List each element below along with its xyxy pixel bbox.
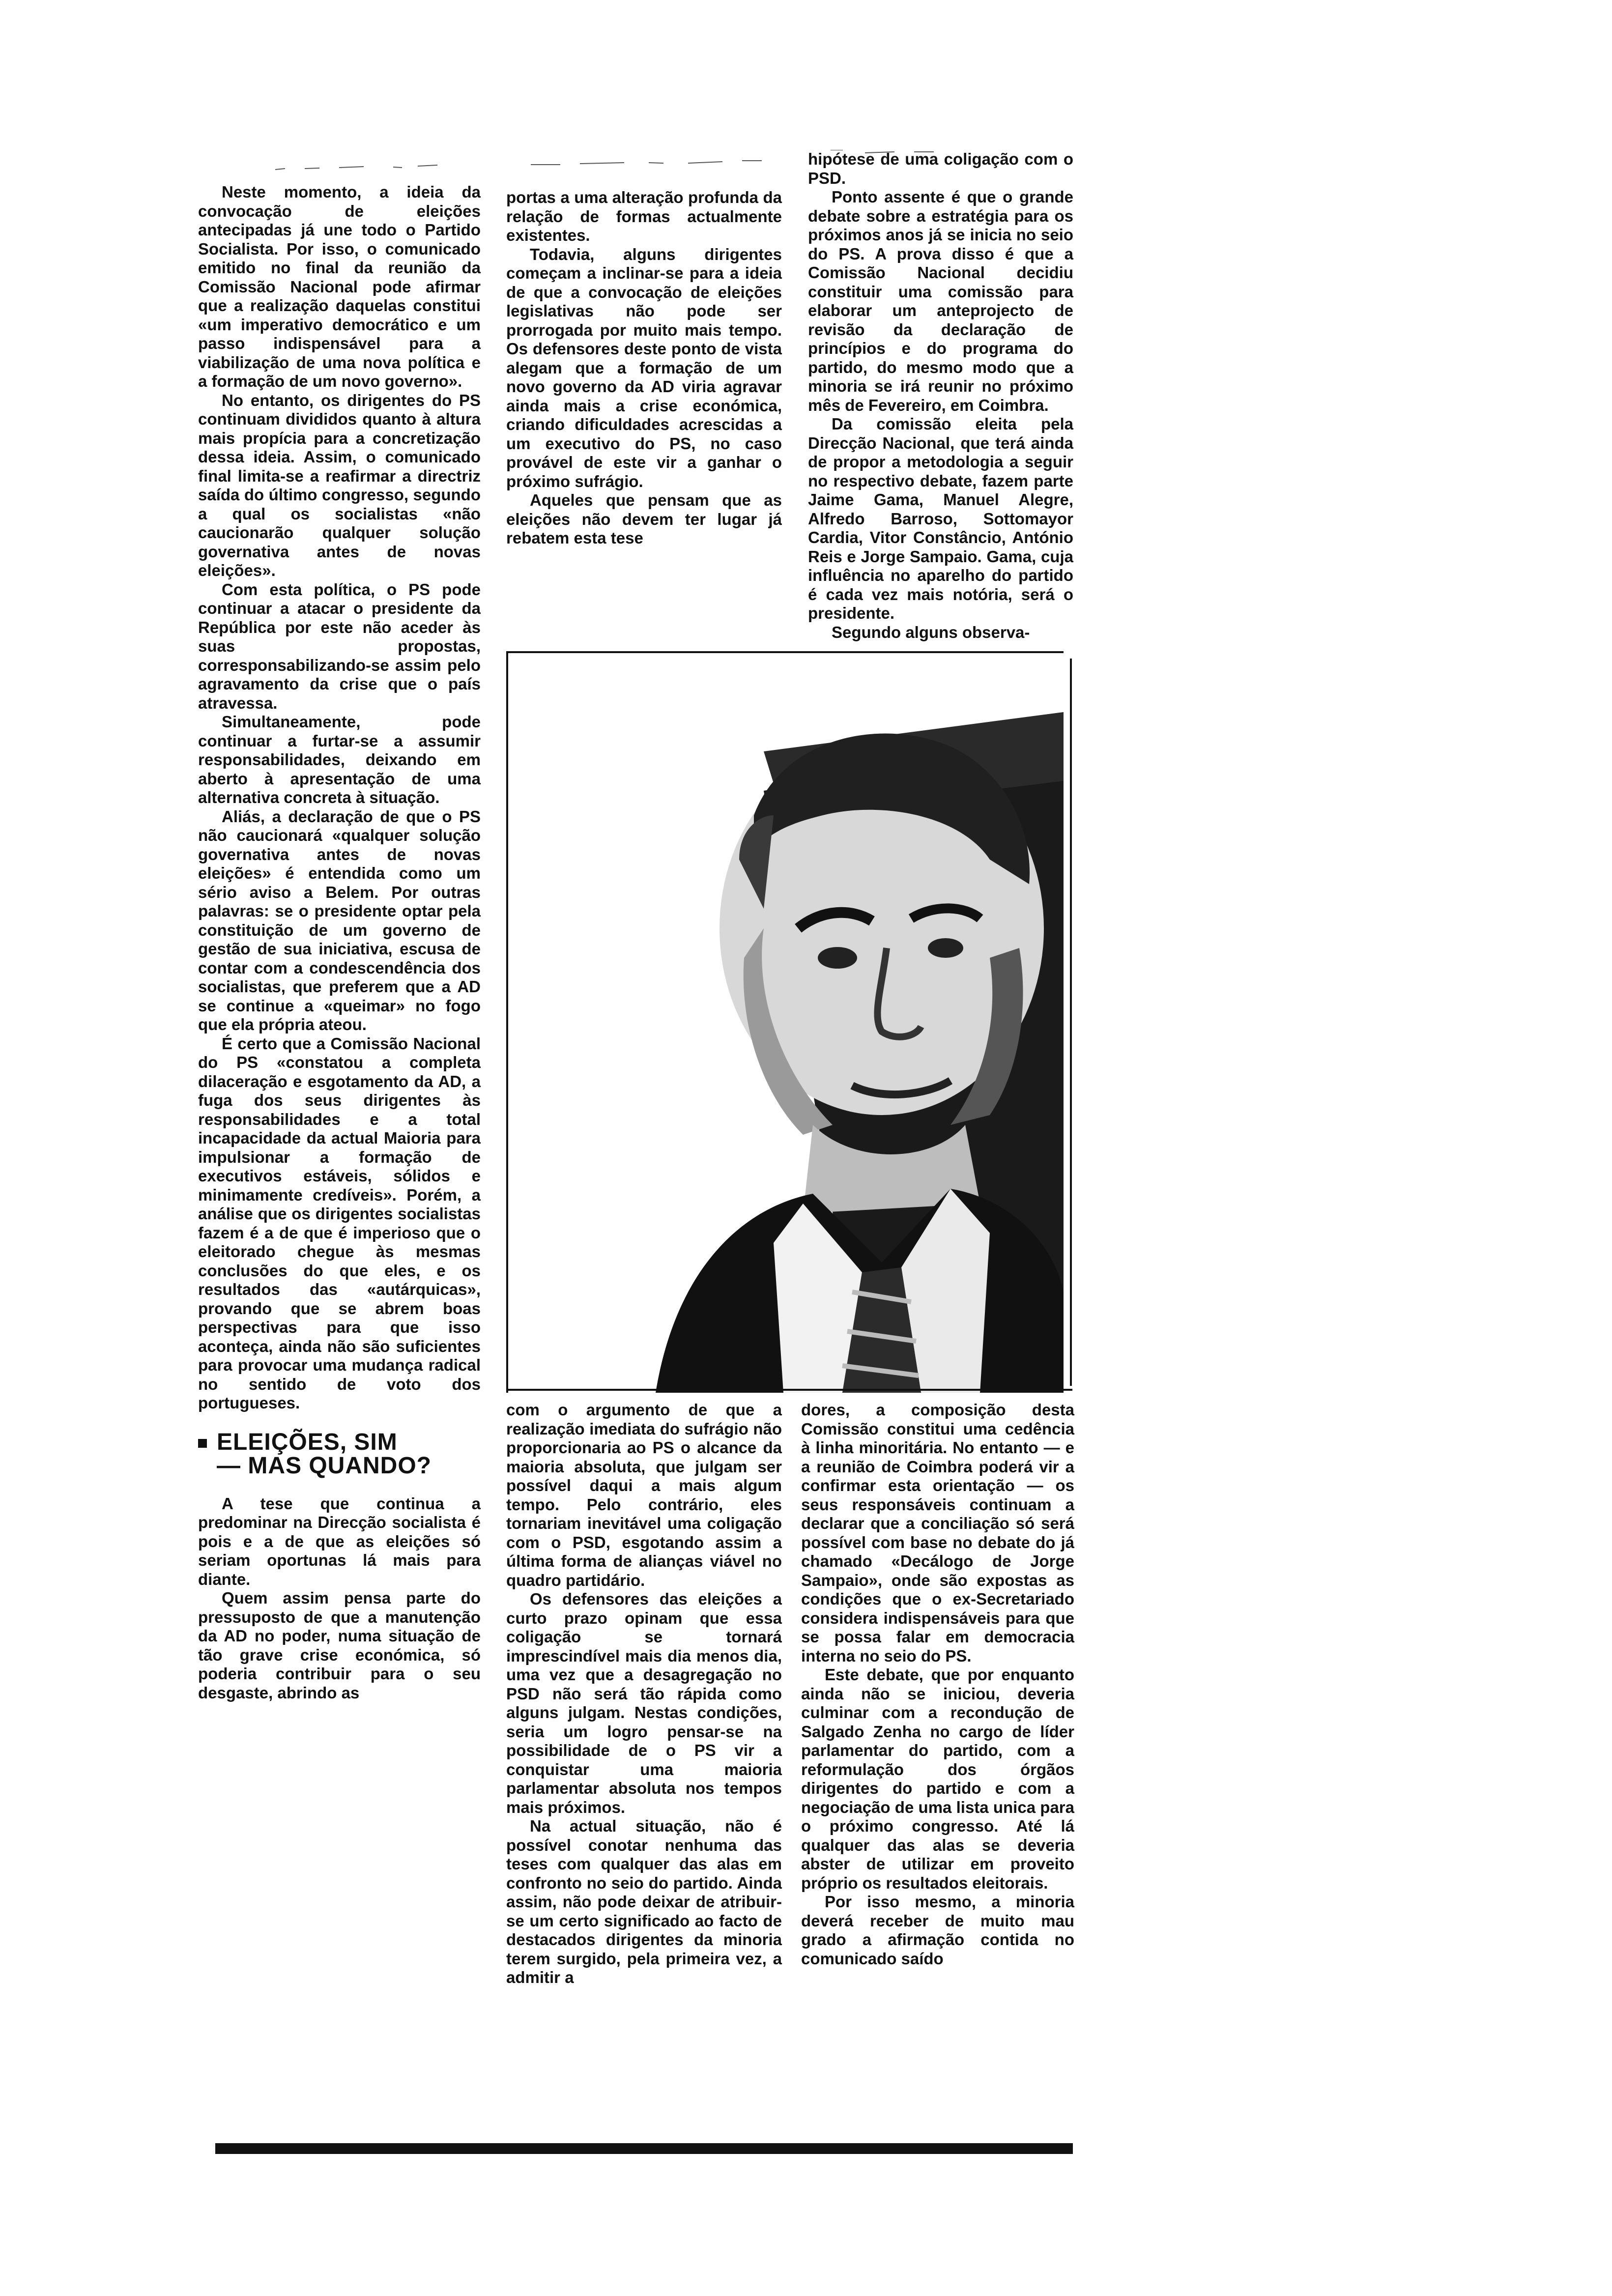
photo-frame-rule: [506, 1389, 1072, 1391]
paragraph: Por isso mesmo, a minoria deverá receber de muito mau grado a afirmação contida no comunicado saído: [801, 1893, 1074, 1968]
article-column-3-bottom: [801, 1401, 1074, 1968]
bullet-icon: [198, 1439, 207, 1448]
bottom-rule: [215, 2143, 1073, 2154]
paragraph: Simultaneamente, pode continuar a furtar-se a assumir responsabilidades, deixando em aberto à apresentação de uma alternativa concreta à situação.: [198, 713, 481, 806]
article-column-2-bottom: [506, 1401, 782, 1987]
paragraph: Com esta política, o PS pode continuar a atacar o presidente da República por este não aceder às suas propostas, corresponsabilizando-se assim pelo agravamento da crise que o país atravessa.: [198, 580, 481, 712]
paragraph: dores, a composição desta Comissão constitui uma cedência à linha minoritária. No entanto — e a reunião de Coimbra poderá vir a confirmar esta orientação — os seus responsáveis continuam a declarar que a conciliação só será possível com base no debate do já chamado «Decálogo de Jorge Sampaio», onde são expostas as condições que o ex-Secretariado considera indispensáveis para que se possa falar em democracia interna no seio do PS.: [801, 1401, 1074, 1665]
paragraph: Quem assim pensa parte do pressuposto de que a manutenção da AD no poder, numa situação de tão grave crise económica, só poderia contribuir para o seu desgaste, abrindo as: [198, 1589, 481, 1702]
paragraph: Os defensores das eleições a curto prazo opinam que essa coligação se tornará imprescindível mais dia menos dia, uma vez que a desagregação no PSD não será tão rápida como alguns julgam. Nestas condições, seria um logro pensar-se na possibilidade de o PS vir a conquistar uma maioria parlamentar absoluta nos tempos mais próximos.: [506, 1590, 782, 1816]
paragraph: Aliás, a declaração de que o PS não caucionará «qualquer solução governativa antes de novas eleições» é entendida como um sério aviso a Belem. Por outras palavras: se o presidente optar pela constituição de um governo de gestão de sua iniciativa, escusa de contar com a condescendência dos socialistas, que preferem que a AD se continue a «queimar» no fogo que ela própria ateou.: [198, 807, 481, 1033]
paragraph: A tese que continua a predominar na Direcção socialista é pois e a de que as eleições só seriam oportunas lá mais para diante.: [198, 1494, 481, 1588]
section-subheading: ELEIÇÕES, SIM — MAS QUANDO?: [198, 1431, 481, 1478]
paragraph: É certo que a Comissão Nacional do PS «constatou a completa dilaceração e esgotamento da AD, a fuga dos seus dirigentes às responsabilidades e a total incapacidade da actual Maioria para impulsionar a formação de executivos estáveis, sólidos e minimamente credíveis». Porém, a análise que os dirigentes socialistas fazem é a de que é imperioso que o eleitorado chegue às mesmas conclusões do que eles, e os resultados das «autárquicas», provando que se abrem boas perspectivas para que isso aconteça, ainda não são suficientes para provocar uma mudança radical no sentido de voto dos portugueses.: [198, 1034, 481, 1412]
article-column-3-top: [808, 150, 1073, 642]
paragraph: Segundo alguns observa-: [832, 623, 1030, 641]
paragraph: Da comissão eleita pela Direcção Nacional, que terá ainda de propor a metodologia a seguir no respectivo debate, fazem parte Jaime Gama, Manuel Alegre, Alfredo Barroso, Sottomayor Cardia, Vitor Constâncio, António Reis e Jorge Sampaio. Gama, cuja influência no aparelho do partido é cada vez mais notória, será o presidente.: [808, 415, 1073, 622]
paragraph: No entanto, os dirigentes do PS continuam divididos quanto à altura mais propícia para a concretização dessa ideia. Assim, o comunicado final limita-se a reafirmar a directriz saída do último congresso, segundo a qual os socialistas «não caucionarão qualquer solução governativa antes de novas eleições».: [198, 391, 481, 579]
paragraph: Ponto assente é que o grande debate sobre a estratégia para os próximos anos já se inicia no seio do PS. A prova disso é que a Comissão Nacional decidiu constituir uma comissão para elaborar um anteprojecto de revisão da declaração de princípios e do programa do partido, do mesmo modo que a minoria se irá reunir no próximo mês de Fevereiro, em Coimbra.: [808, 188, 1073, 414]
paragraph: com o argumento de que a realização imediata do sufrágio não proporcionaria ao PS o alcance da maioria absoluta, que julgam ser possível daqui a mais algum tempo. Pelo contrário, eles tornariam inevitável uma coligação com o PSD, esgotando assim a última forma de alianças viável no quadro partidário.: [506, 1401, 782, 1589]
portrait-photo-icon: [508, 653, 1064, 1393]
paragraph: Este debate, que por enquanto ainda não se iniciou, deveria culminar com a recondução de Salgado Zenha no cargo de líder parlamentar do partido, com a reformulação dos órgãos dirigentes do partido e com a negociação de uma lista unica para o próximo congresso. Até lá qualquer das alas se deveria abster de utilizar em proveito próprio os resultados eleitorais.: [801, 1665, 1074, 1892]
portrait-photo: [506, 651, 1064, 1393]
article-column-1: [198, 183, 481, 1702]
paragraph: hipótese de uma coligação com o PSD.: [808, 150, 1073, 187]
paragraph: Neste momento, a ideia da convocação de eleições antecipadas já une todo o Partido Socialista. Por isso, o comunicado emitido no final da reunião da Comissão Nacional pode afirmar que a realização daquelas constitui «um imperativo democrático e um passo indispensável para a viabilização de uma nova política e a formação de um novo governo».: [198, 183, 481, 390]
article-column-2-top: [506, 188, 782, 548]
paragraph: Aqueles que pensam que as eleições não devem ter lugar já rebatem esta tese: [506, 491, 782, 547]
paragraph: portas a uma alteração profunda da relação de formas actualmente existentes.: [506, 188, 782, 244]
paragraph: Todavia, alguns dirigentes começam a inclinar-se para a ideia de que a convocação de eleições legislativas não pode ser prorrogada por muito mais tempo. Os defensores deste ponto de vista alegam que a formação de um novo governo da AD viria agravar ainda mais a crise económica, criando dificuldades acrescidas a um executivo do PS, no caso provável de este vir a ganhar o próximo sufrágio.: [506, 245, 782, 490]
photo-frame-rule: [1070, 659, 1072, 1386]
paragraph: Na actual situação, não é possível conotar nenhuma das teses com qualquer das alas em confronto no seio do partido. Ainda assim, não pode deixar de atribuir-se um certo significado ao facto de destacados dirigentes da minoria terem surgido, pela primeira vez, a admitir a: [506, 1817, 782, 1986]
